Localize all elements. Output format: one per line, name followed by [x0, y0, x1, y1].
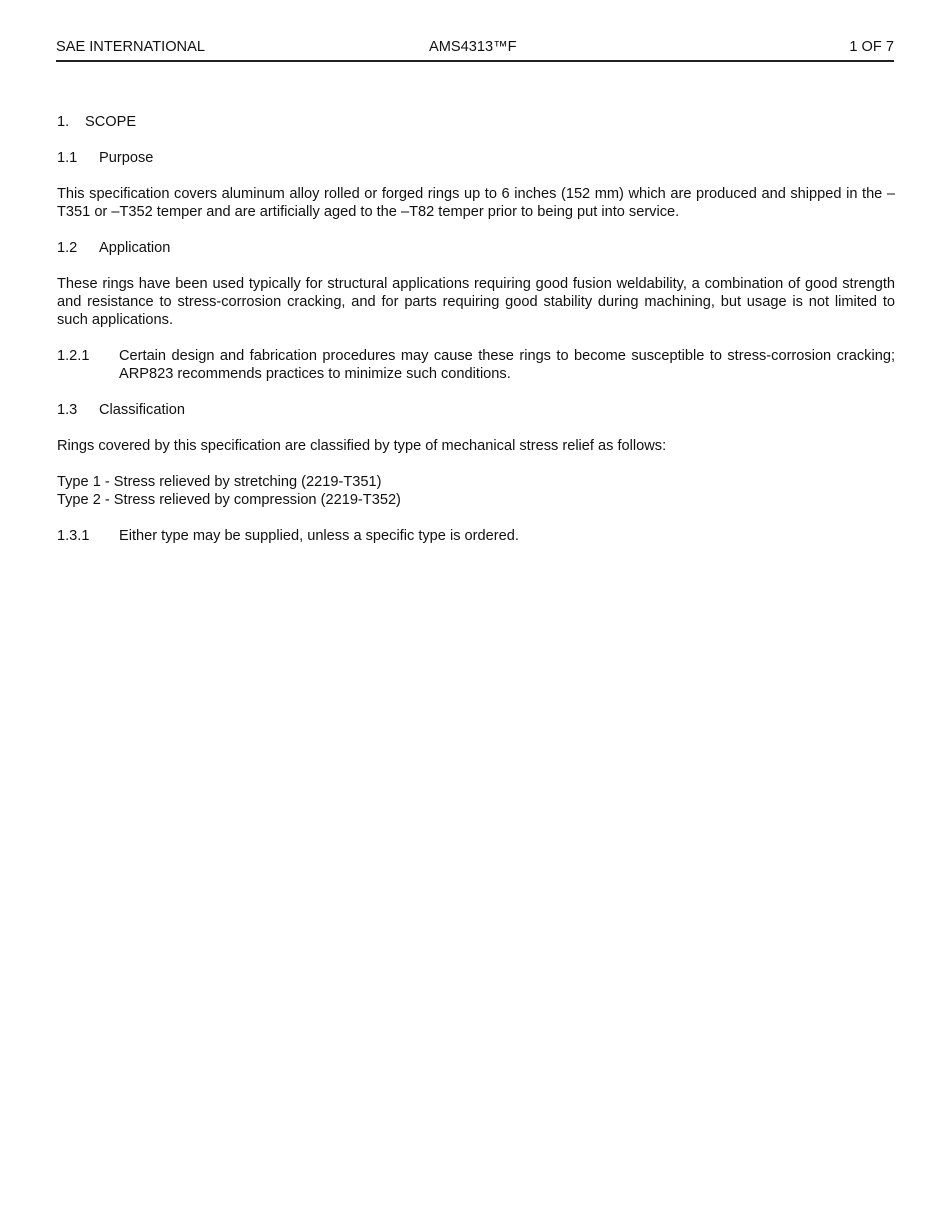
purpose-paragraph: This specification covers aluminum alloy rolled or forged rings up to 6 inches (152 mm) which are produced and shipped in the –T351 or –T352 temper and are artificially aged to the –T82 temper prior to being put into service.	[57, 186, 895, 220]
section-number: 1.	[57, 114, 70, 130]
section-title: SCOPE	[85, 114, 137, 130]
subsection-title: Classification	[99, 402, 185, 418]
classification-paragraph: Rings covered by this specification are classified by type of mechanical stress relief as follows:	[57, 438, 667, 454]
page-header	[56, 38, 894, 62]
subsection-title: Application	[99, 240, 171, 256]
subsection-heading-application	[57, 239, 895, 257]
clause-1-3-1	[57, 527, 895, 545]
header-page-number: 1 OF 7	[849, 39, 894, 55]
clause-text: Certain design and fabrication procedures may cause these rings to become susceptible to stress-corrosion cracking; ARP823 recommends practices to minimize such conditions.	[119, 348, 895, 382]
subsection-number: 1.3	[57, 402, 78, 418]
section-heading-scope	[57, 113, 895, 131]
clause-number: 1.3.1	[57, 528, 90, 544]
subsection-number: 1.2	[57, 240, 78, 256]
document-body	[57, 113, 895, 563]
type-list-item: Type 2 - Stress relieved by compression (2219-T352)	[57, 492, 401, 508]
clause-1-2-1	[57, 347, 895, 383]
subsection-title: Purpose	[99, 150, 154, 166]
subsection-heading-purpose	[57, 149, 895, 167]
clause-text: Either type may be supplied, unless a specific type is ordered.	[119, 528, 519, 544]
type-list-item: Type 1 - Stress relieved by stretching (2219-T351)	[57, 474, 382, 490]
subsection-number: 1.1	[57, 150, 78, 166]
header-document-id: AMS4313™F	[429, 39, 517, 55]
subsection-heading-classification	[57, 401, 895, 419]
header-organization: SAE INTERNATIONAL	[56, 39, 205, 55]
type-list	[57, 473, 895, 509]
application-paragraph: These rings have been used typically for structural applications requiring good fusion weldability, a combination of good strength and resistance to stress-corrosion cracking, and for parts requiring good stability during machining, but usage is not limited to such applications.	[57, 276, 895, 328]
clause-number: 1.2.1	[57, 348, 90, 364]
